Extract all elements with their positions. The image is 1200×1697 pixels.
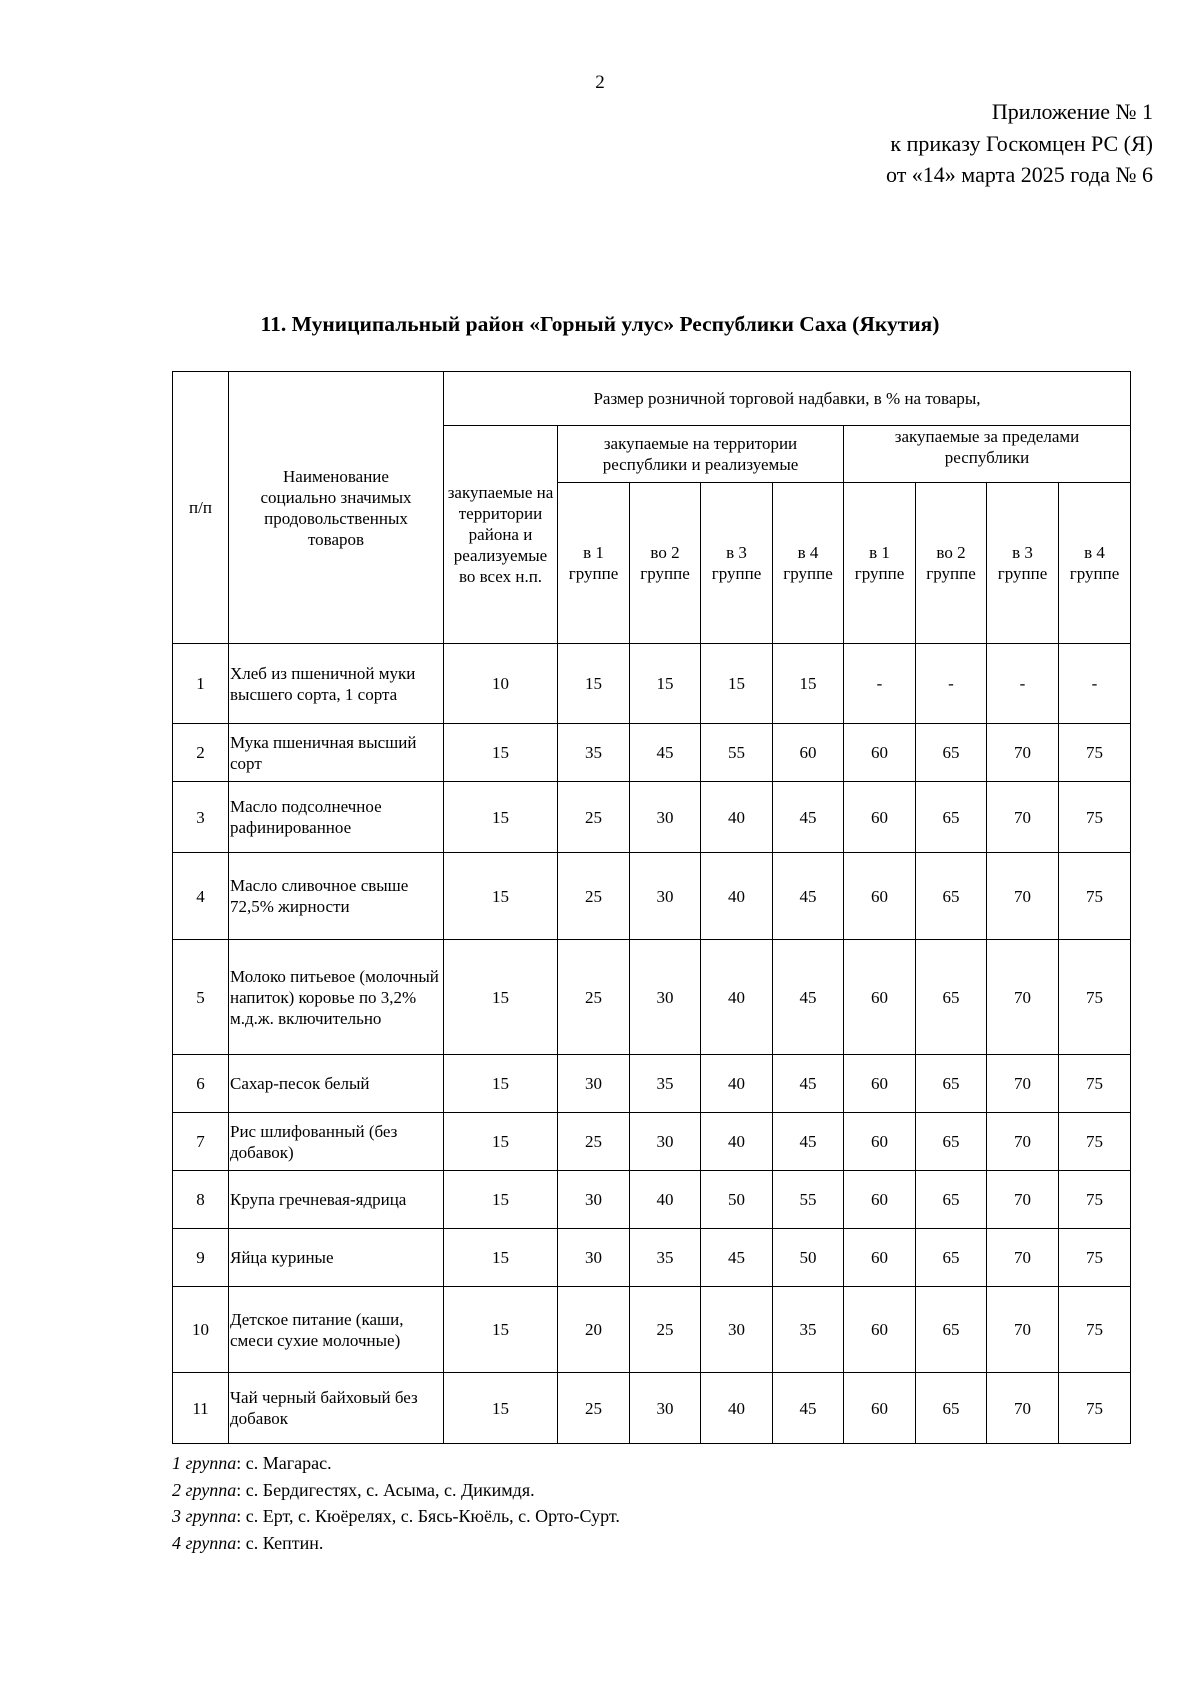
- markup-value: 75: [1059, 1287, 1131, 1373]
- markup-value: 35: [773, 1287, 844, 1373]
- markup-value: -: [987, 644, 1059, 724]
- markup-value: 65: [916, 1373, 987, 1444]
- markup-value: -: [916, 644, 987, 724]
- markup-value: 65: [916, 940, 987, 1055]
- markup-value: 65: [916, 724, 987, 782]
- markup-value: 25: [558, 1373, 630, 1444]
- markup-value: 65: [916, 1229, 987, 1287]
- markup-value: -: [1059, 644, 1131, 724]
- product-name: Чай черный байховый без добавок: [229, 1373, 444, 1444]
- markup-value: 45: [701, 1229, 773, 1287]
- markup-value: 15: [444, 1373, 558, 1444]
- markup-value: 70: [987, 1055, 1059, 1113]
- product-name: Детское питание (каши, смеси сухие молочные): [229, 1287, 444, 1373]
- row-number: 7: [173, 1113, 229, 1171]
- row-number: 11: [173, 1373, 229, 1444]
- row-number: 2: [173, 724, 229, 782]
- header-outside: закупаемые за пределами республики: [844, 426, 1131, 483]
- markup-value: 20: [558, 1287, 630, 1373]
- markup-value: 70: [987, 1229, 1059, 1287]
- header-markup: Размер розничной торговой надбавки, в % на товары,: [444, 372, 1131, 426]
- header-group: в 1 группе: [844, 483, 916, 644]
- header-group: в 3 группе: [987, 483, 1059, 644]
- markup-value: 40: [630, 1171, 701, 1229]
- markup-value: 70: [987, 1287, 1059, 1373]
- product-name: Мука пшеничная высший сорт: [229, 724, 444, 782]
- markup-value: 25: [558, 853, 630, 940]
- markup-value: 55: [701, 724, 773, 782]
- product-name: Молоко питьевое (молочный напиток) коровье по 3,2% м.д.ж. включительно: [229, 940, 444, 1055]
- markup-value: 40: [701, 1373, 773, 1444]
- markup-value: 45: [773, 853, 844, 940]
- table-row: [173, 940, 1131, 1055]
- header-group: в 4 группе: [1059, 483, 1131, 644]
- markup-value: 45: [773, 1055, 844, 1113]
- appendix-header: [886, 96, 1153, 191]
- document-title: 11. Муниципальный район «Горный улус» Республики Саха (Якутия): [260, 312, 940, 336]
- table-row: [173, 1171, 1131, 1229]
- markup-value: 30: [558, 1055, 630, 1113]
- table-row: [173, 1055, 1131, 1113]
- markup-value: 65: [916, 1171, 987, 1229]
- product-name: Крупа гречневая-ядрица: [229, 1171, 444, 1229]
- markup-value: 70: [987, 853, 1059, 940]
- markup-value: 70: [987, 724, 1059, 782]
- row-number: 10: [173, 1287, 229, 1373]
- markup-value: 45: [773, 940, 844, 1055]
- markup-value: 10: [444, 644, 558, 724]
- markup-value: 70: [987, 1113, 1059, 1171]
- markup-value: 30: [630, 1373, 701, 1444]
- footnote-text: : с. Ерт, с. Кюёрелях, с. Бясь-Кюёль, с. Орто-Сурт.: [236, 1506, 620, 1526]
- product-name: Яйца куриные: [229, 1229, 444, 1287]
- header-num: п/п: [173, 372, 229, 644]
- markup-value: 70: [987, 940, 1059, 1055]
- markup-value: 60: [844, 1373, 916, 1444]
- row-number: 5: [173, 940, 229, 1055]
- footnote-text: : с. Магарас.: [236, 1453, 332, 1473]
- markup-value: 45: [630, 724, 701, 782]
- markup-value: 75: [1059, 1171, 1131, 1229]
- markup-value: 75: [1059, 1113, 1131, 1171]
- product-name: Масло сливочное свыше 72,5% жирности: [229, 853, 444, 940]
- footnote-label: 4 группа: [172, 1532, 237, 1553]
- markup-value: 65: [916, 1287, 987, 1373]
- header-group: во 2 группе: [916, 483, 987, 644]
- footnote: [172, 1530, 620, 1557]
- markup-value: 65: [916, 1113, 987, 1171]
- markup-value: 70: [987, 1373, 1059, 1444]
- markup-value: 35: [630, 1055, 701, 1113]
- markup-value: 30: [558, 1171, 630, 1229]
- markup-value: 40: [701, 1113, 773, 1171]
- markup-value: 15: [444, 782, 558, 853]
- row-number: 1: [173, 644, 229, 724]
- markup-value: 15: [444, 1287, 558, 1373]
- markup-value: 60: [844, 1229, 916, 1287]
- markup-value: 15: [444, 853, 558, 940]
- markup-value: 65: [916, 853, 987, 940]
- markup-value: 30: [558, 1229, 630, 1287]
- table-row: [173, 782, 1131, 853]
- markup-value: 60: [773, 724, 844, 782]
- markup-value: 70: [987, 782, 1059, 853]
- markup-value: 25: [558, 1113, 630, 1171]
- row-number: 6: [173, 1055, 229, 1113]
- header-republic: закупаемые на территории республики и реализуемые: [558, 426, 844, 483]
- markup-value: -: [844, 644, 916, 724]
- markup-value: 35: [630, 1229, 701, 1287]
- product-name: Сахар-песок белый: [229, 1055, 444, 1113]
- table-row: [173, 644, 1131, 724]
- appendix-line: к приказу Госкомцен РС (Я): [890, 130, 1153, 156]
- markup-value: 25: [630, 1287, 701, 1373]
- footnote-text: : с. Бердигестях, с. Асыма, с. Дикимдя.: [236, 1479, 535, 1500]
- row-number: 3: [173, 782, 229, 853]
- footnote-label: 3 группа: [172, 1506, 237, 1526]
- footnote-text: : с. Кептин.: [236, 1532, 324, 1553]
- markup-value: 75: [1059, 940, 1131, 1055]
- table-row: [173, 724, 1131, 782]
- footnote: [172, 1450, 620, 1477]
- markup-value: 15: [558, 644, 630, 724]
- markup-value: 60: [844, 782, 916, 853]
- header-group: в 4 группе: [773, 483, 844, 644]
- markup-value: 75: [1059, 782, 1131, 853]
- markup-value: 70: [987, 1171, 1059, 1229]
- markup-value: 45: [773, 782, 844, 853]
- footnote-label: 1 группа: [172, 1453, 237, 1473]
- markup-value: 15: [630, 644, 701, 724]
- markup-value: 40: [701, 853, 773, 940]
- markup-value: 60: [844, 1113, 916, 1171]
- markup-value: 15: [444, 724, 558, 782]
- markup-value: 15: [444, 1113, 558, 1171]
- table-row: [173, 1373, 1131, 1444]
- markup-value: 60: [844, 940, 916, 1055]
- markup-value: 60: [844, 724, 916, 782]
- markup-value: 65: [916, 782, 987, 853]
- markup-value: 40: [701, 1055, 773, 1113]
- markup-value: 30: [630, 1113, 701, 1171]
- markup-value: 60: [844, 853, 916, 940]
- markup-value: 15: [701, 644, 773, 724]
- markup-value: 30: [630, 853, 701, 940]
- table-row: [173, 853, 1131, 940]
- markup-value: 40: [701, 940, 773, 1055]
- product-name: Рис шлифованный (без добавок): [229, 1113, 444, 1171]
- appendix-line: от «14» марта 2025 года № 6: [885, 162, 1153, 187]
- header-group: в 1 группе: [558, 483, 630, 644]
- markup-value: 40: [701, 782, 773, 853]
- markup-value: 60: [844, 1287, 916, 1373]
- row-number: 9: [173, 1229, 229, 1287]
- markup-value: 45: [773, 1113, 844, 1171]
- markup-value: 60: [844, 1171, 916, 1229]
- header-local: закупаемые на территории района и реализуемые во всех н.п.: [444, 426, 558, 644]
- row-number: 8: [173, 1171, 229, 1229]
- footnote: [172, 1477, 620, 1504]
- footnote: [172, 1503, 620, 1530]
- table-row: [173, 1113, 1131, 1171]
- footnote-label: 2 группа: [172, 1479, 237, 1500]
- markup-table: [172, 371, 1131, 1444]
- appendix-line: Приложение № 1: [991, 99, 1153, 124]
- markup-value: 50: [773, 1229, 844, 1287]
- markup-value: 15: [444, 1229, 558, 1287]
- row-number: 4: [173, 853, 229, 940]
- table-row: [173, 1287, 1131, 1373]
- header-name: Наименование социально значимых продовольственных товаров: [229, 372, 444, 644]
- markup-value: 75: [1059, 853, 1131, 940]
- markup-value: 75: [1059, 724, 1131, 782]
- markup-value: 15: [773, 644, 844, 724]
- markup-value: 75: [1059, 1229, 1131, 1287]
- markup-value: 30: [630, 940, 701, 1055]
- markup-value: 25: [558, 940, 630, 1055]
- markup-value: 50: [701, 1171, 773, 1229]
- markup-value: 75: [1059, 1055, 1131, 1113]
- markup-value: 60: [844, 1055, 916, 1113]
- markup-value: 15: [444, 940, 558, 1055]
- markup-value: 30: [701, 1287, 773, 1373]
- footnotes: [172, 1450, 620, 1556]
- markup-value: 55: [773, 1171, 844, 1229]
- product-name: Масло подсолнечное рафинированное: [229, 782, 444, 853]
- markup-value: 35: [558, 724, 630, 782]
- markup-value: 15: [444, 1055, 558, 1113]
- markup-value: 75: [1059, 1373, 1131, 1444]
- markup-value: 15: [444, 1171, 558, 1229]
- markup-value: 65: [916, 1055, 987, 1113]
- header-group: во 2 группе: [630, 483, 701, 644]
- page-number: 2: [595, 72, 605, 93]
- table-row: [173, 1229, 1131, 1287]
- product-name: Хлеб из пшеничной муки высшего сорта, 1 сорта: [229, 644, 444, 724]
- markup-value: 25: [558, 782, 630, 853]
- header-group: в 3 группе: [701, 483, 773, 644]
- markup-value: 30: [630, 782, 701, 853]
- markup-value: 45: [773, 1373, 844, 1444]
